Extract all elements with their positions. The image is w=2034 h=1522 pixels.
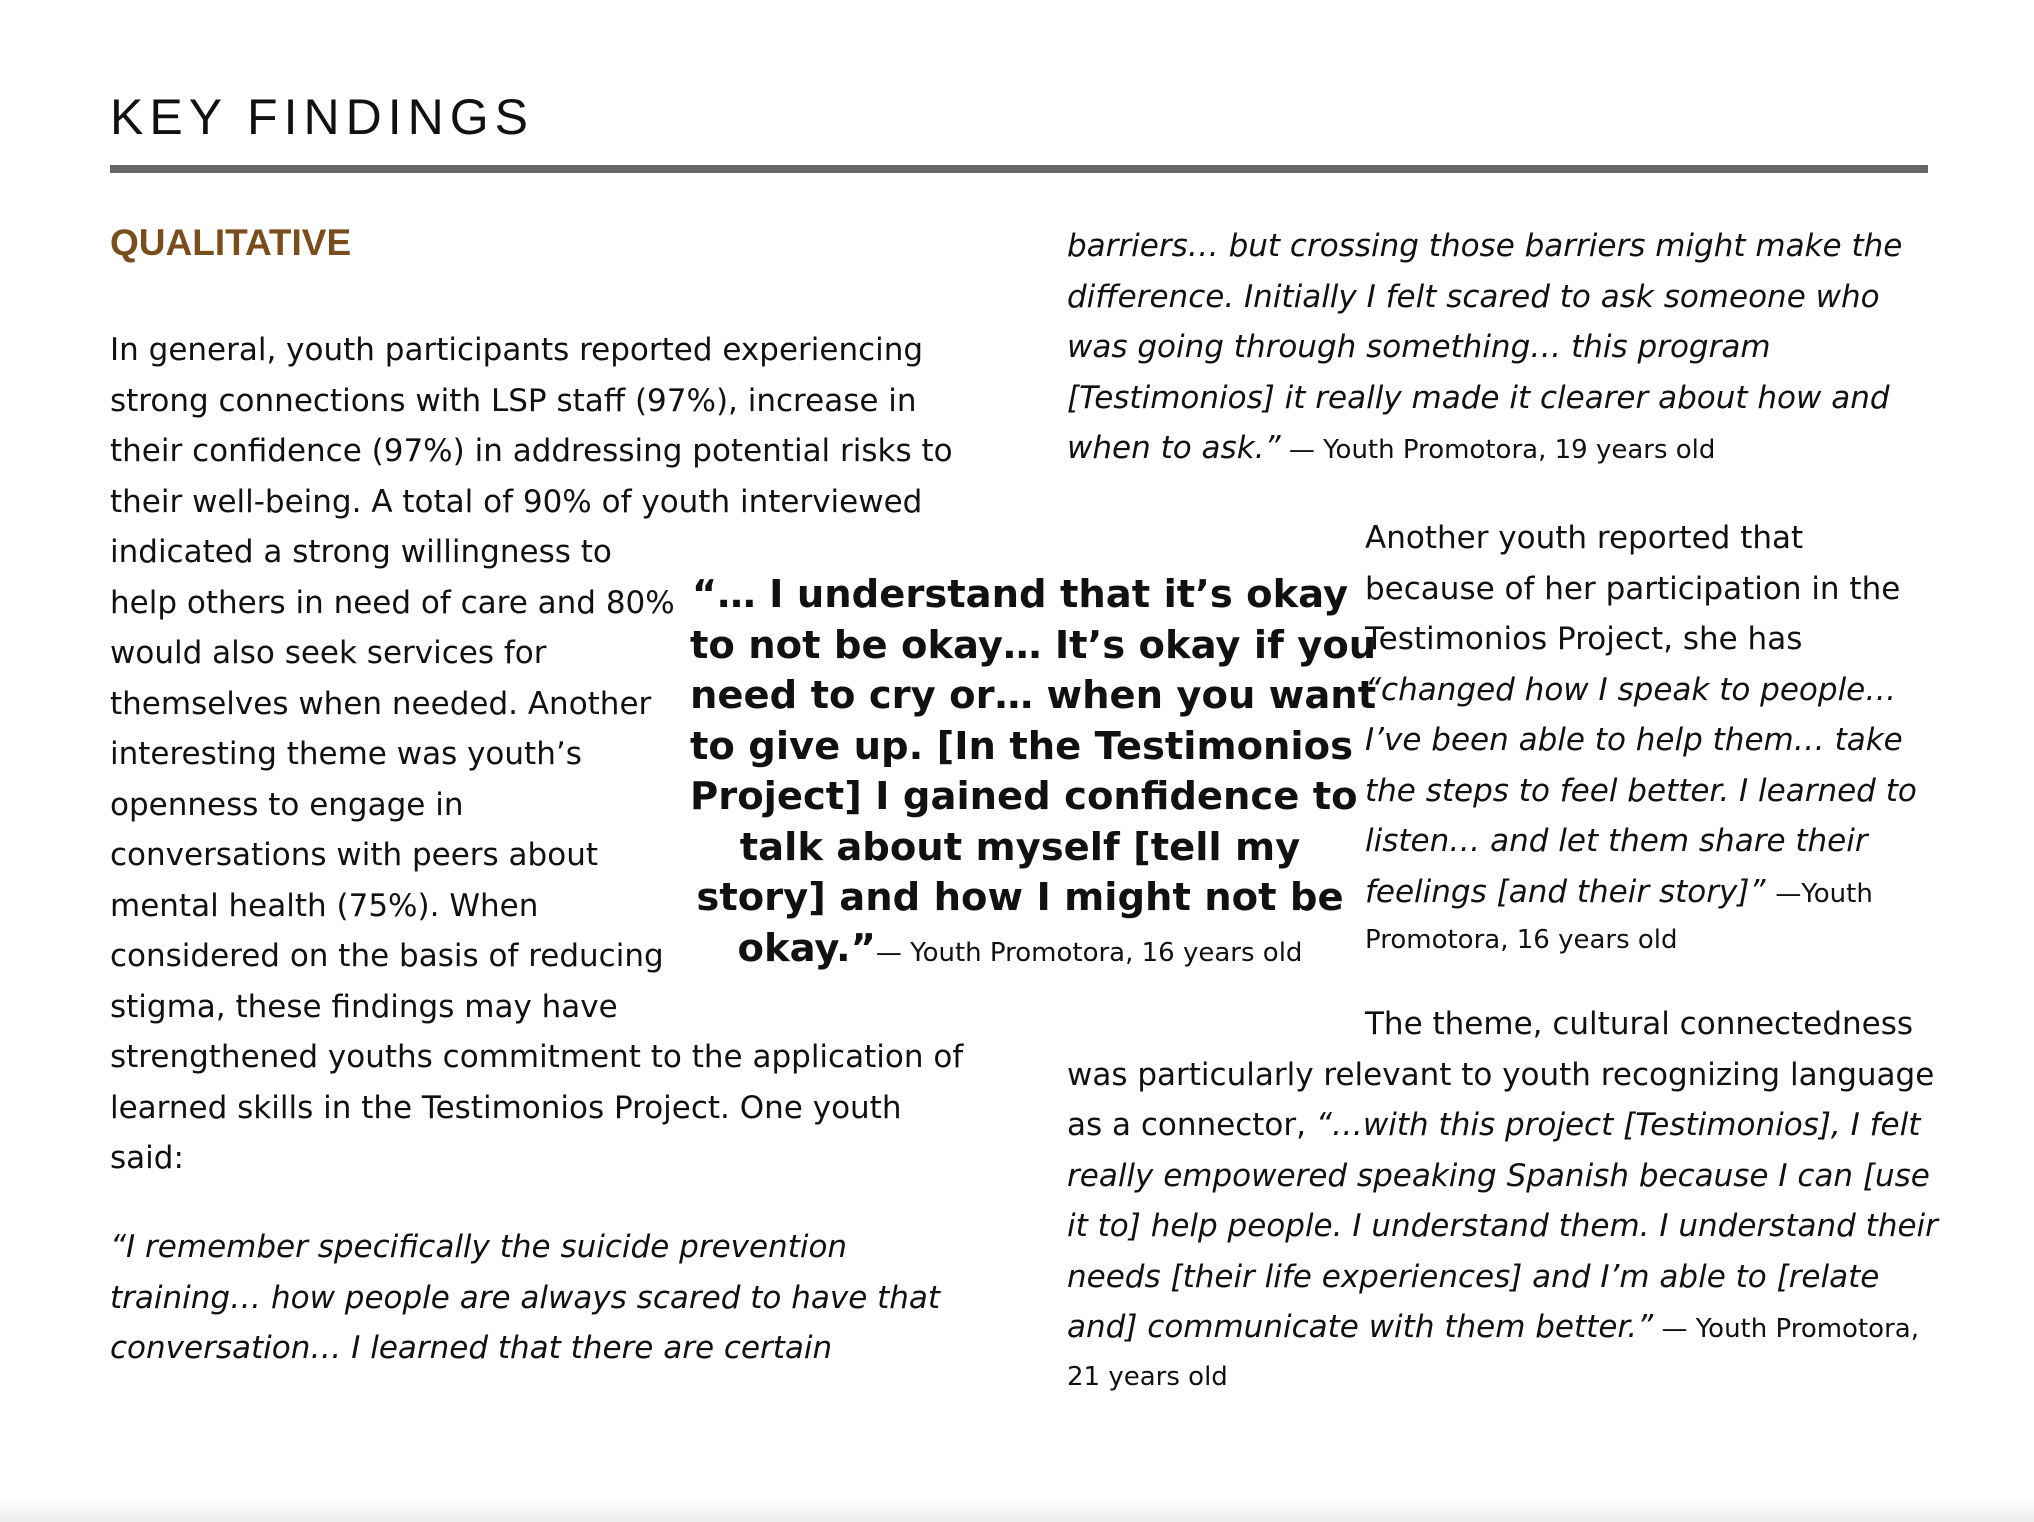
paragraph-line: considered on the basis of reducing: [110, 938, 664, 974]
quote-text: “…with this project [Testimonios], I felt: [1315, 1107, 1921, 1143]
quote-line: the steps to feel better. I learned to: [1365, 772, 1917, 809]
quote-line: [Testimonios] it really made it clearer about how and: [1067, 379, 1890, 416]
pull-quote-line: “… I understand that it’s okay: [691, 572, 1349, 617]
paragraph-line: indicated a strong willingness to: [110, 534, 612, 570]
page-bottom-edge: [0, 1500, 2034, 1522]
quote-line-last: [1067, 423, 1902, 476]
pull-quote-line-last: [690, 924, 1350, 979]
theme-attribution-continued: 21 years old: [1067, 1362, 1228, 1392]
paragraph-line: strengthened youths commitment to the application of: [110, 1039, 964, 1075]
paragraph-text: as a connector,: [1067, 1107, 1316, 1143]
quote-text: when to ask.”: [1067, 430, 1281, 466]
paragraph-line: conversations with peers about: [110, 837, 598, 873]
youth-quote-continuation: [1067, 221, 1902, 476]
quote-line: training… how people are always scared to have that: [110, 1279, 941, 1316]
pull-quote-line: Project] I gained confidence to: [690, 774, 1358, 819]
pull-quote-line: to give up. [In the Testimonios: [690, 723, 1353, 769]
quote-line: I’ve been able to help them… take: [1365, 722, 1903, 758]
quote-attribution: — Youth Promotora,: [1653, 1314, 1919, 1344]
paragraph-line: themselves when needed. Another: [110, 685, 652, 722]
paragraph-line: mental health (75%). When: [110, 887, 539, 924]
quote-text: feelings [and their story]”: [1365, 873, 1776, 910]
quote-line: conversation… I learned that there are certain: [110, 1330, 833, 1366]
side-paragraph: [1365, 513, 1917, 919]
paragraph-line: stigma, these findings may have: [110, 988, 618, 1025]
paragraph-line: would also seek services for: [110, 635, 547, 671]
paragraph-line: strong connections with LSP staff (97%), increase in: [110, 382, 917, 419]
quote-line: barriers… but crossing those barriers might make the: [1067, 228, 1903, 264]
paragraph-line: openness to engage in: [110, 786, 464, 823]
quote-line: was going through something… this program: [1067, 329, 1771, 365]
quote-line: difference. Initially I felt scared to ask someone who: [1067, 278, 1880, 315]
page-title: KEY FINDINGS: [110, 89, 534, 145]
paragraph-line: their well-being. A total of 90% of youth interviewed: [110, 483, 923, 520]
paragraph-line: In general, youth participants reported experiencing: [110, 332, 924, 368]
paragraph-line: Another youth reported that: [1365, 520, 1804, 556]
pull-quote-line: talk about myself [tell my: [739, 824, 1301, 870]
side-attribution-continued: Promotora, 16 years old: [1365, 925, 1678, 955]
quote-line: it to] help people. I understand them. I understand their: [1067, 1208, 1938, 1244]
section-heading: QUALITATIVE: [110, 222, 352, 263]
paragraph-line: [1067, 1100, 1938, 1151]
paragraph-line: learned skills in the Testimonios Project. One youth: [110, 1089, 902, 1126]
quote-line-last: [1067, 1302, 1938, 1355]
quote-line: “changed how I speak to people…: [1365, 671, 1897, 708]
title-divider: [110, 165, 1928, 173]
pull-quote-line: to not be okay… It’s okay if you: [690, 622, 1377, 668]
paragraph-line: interesting theme was youth’s: [110, 736, 582, 772]
youth-quote-start: [110, 1222, 940, 1374]
theme-paragraph: [1067, 999, 1938, 1355]
quote-line: really empowered speaking Spanish because I can [use: [1067, 1157, 1930, 1194]
quote-attribution: — Youth Promotora, 19 years old: [1280, 435, 1716, 465]
paragraph-line: help others in need of care and 80%: [110, 584, 675, 621]
quote-line-last: [1365, 867, 1917, 920]
pull-quote-line: need to cry or… when you want: [690, 673, 1377, 718]
paragraph-line: The theme, cultural connectedness: [1365, 1006, 1914, 1042]
quote-text: and] communicate with them better.”: [1067, 1309, 1654, 1345]
quote-attribution: —Youth: [1775, 878, 1873, 909]
pull-quote-text: okay.”: [737, 925, 876, 971]
paragraph-line: was particularly relevant to youth recognizing language: [1067, 1056, 1935, 1093]
paragraph-line: said:: [110, 1140, 184, 1176]
paragraph-line: their confidence (97%) in addressing potential risks to: [110, 433, 953, 469]
paragraph-line: because of her participation in the: [1365, 570, 1901, 607]
pull-quote-line: story] and how I might not be: [696, 875, 1344, 920]
quote-line: listen… and let them share their: [1365, 823, 1868, 859]
pull-quote: [690, 570, 1377, 978]
paragraph-line: Testimonios Project, she has: [1365, 621, 1803, 657]
quote-line: needs [their life experiences] and I’m able to [relate: [1067, 1258, 1880, 1295]
quote-line: “I remember specifically the suicide prevention: [110, 1229, 848, 1265]
pull-quote-attribution: — Youth Promotora, 16 years old: [875, 937, 1303, 968]
